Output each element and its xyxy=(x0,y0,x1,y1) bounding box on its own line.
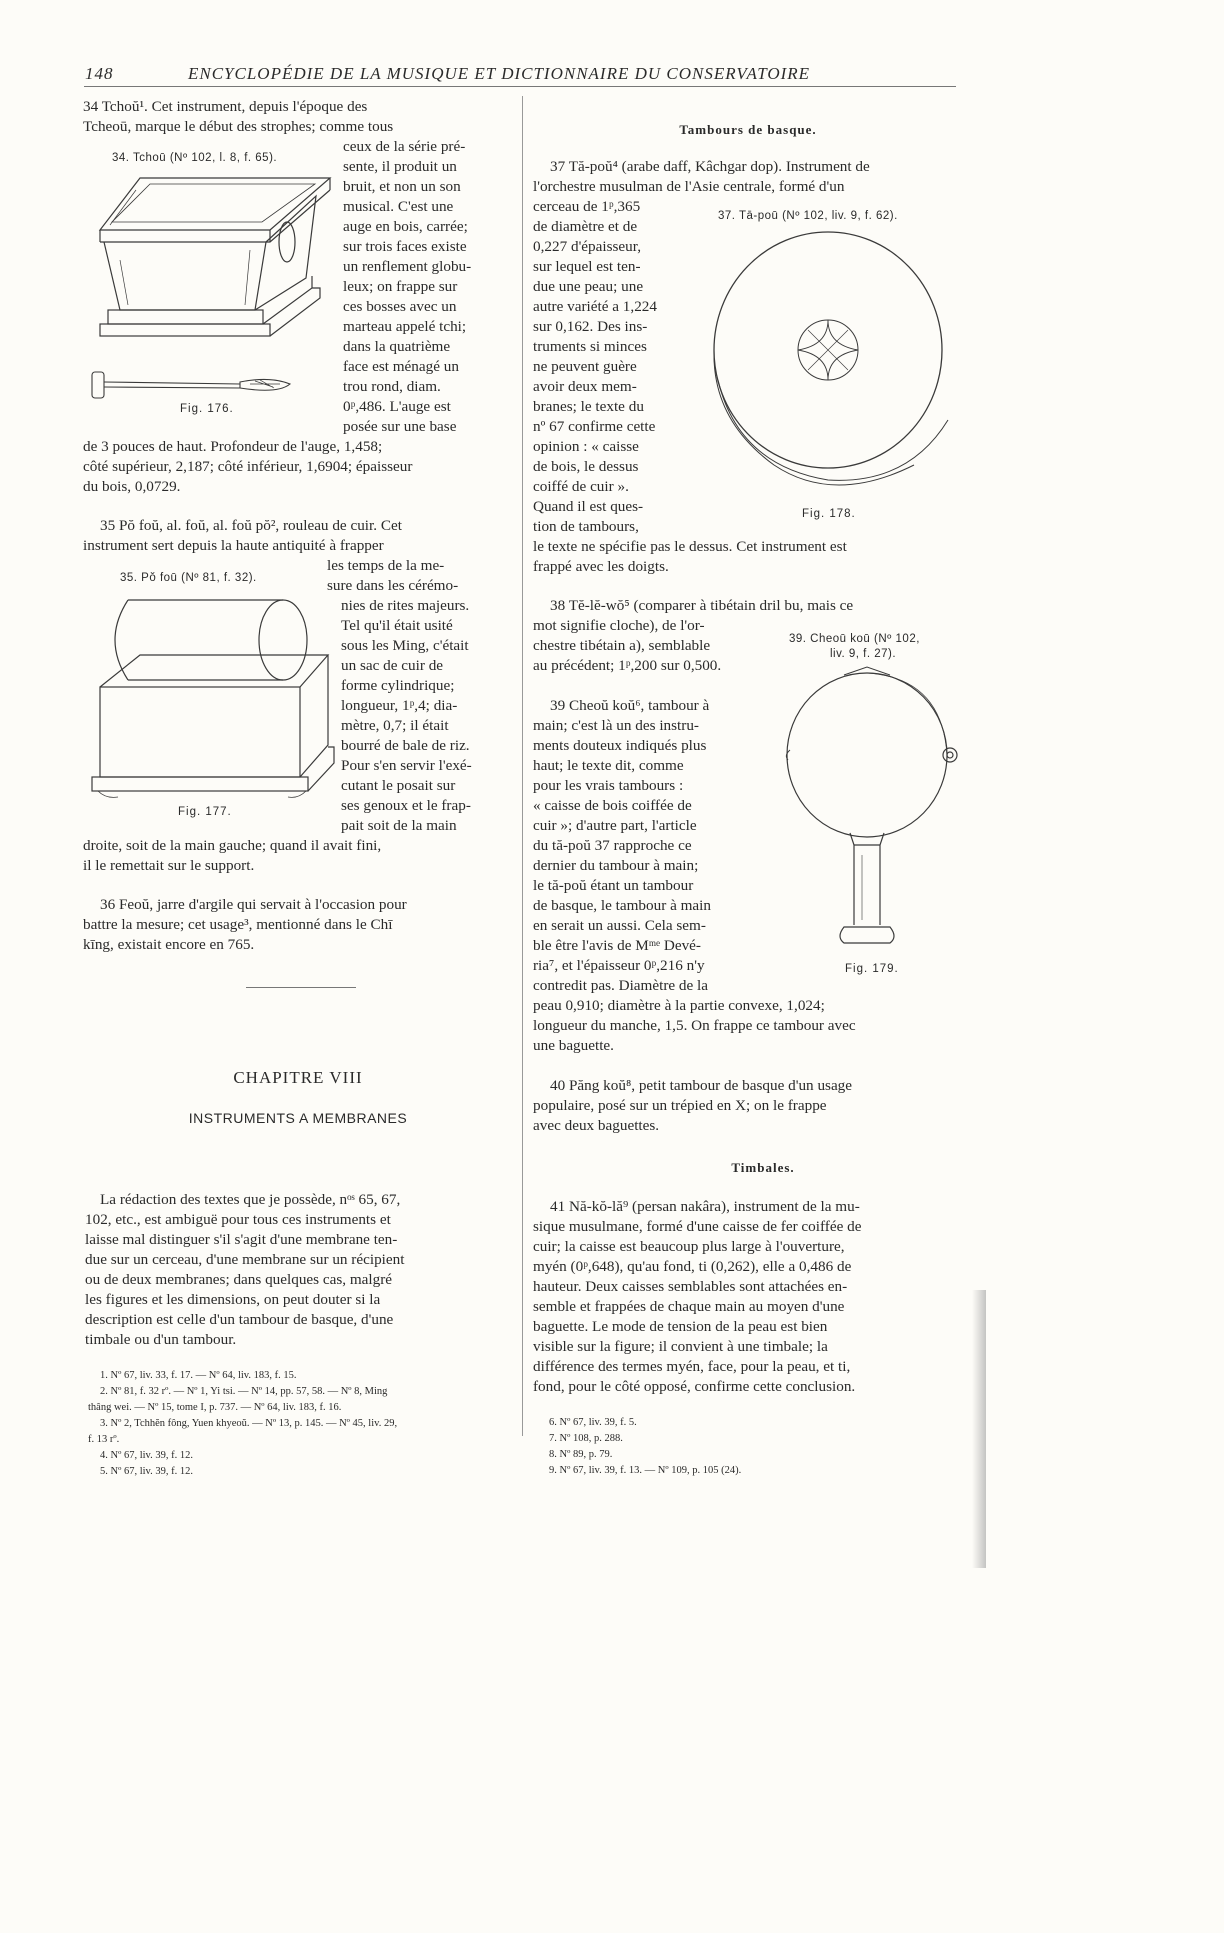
footnote-3-cont: f. 13 rº. xyxy=(88,1434,120,1445)
p37-line-20: le texte ne spécifie pas le dessus. Cet instrument est xyxy=(533,538,847,555)
p39-line-7: cuir »; d'autre part, l'article xyxy=(533,817,697,834)
p35-line-11: mètre, 0,7; il était xyxy=(341,717,449,734)
p35-line-4: sure dans les cérémo- xyxy=(327,577,459,594)
section-tambours-de-basque: Tambours de basque. xyxy=(679,122,817,137)
p34-line-4: sente, il produit un xyxy=(343,158,457,175)
footnote-1: 1. Nº 67, liv. 33, f. 17. — Nº 64, liv. 183, f. 15. xyxy=(100,1370,297,1381)
intro-line-1: La rédaction des textes que je possède, nᵒˢ 65, 67, xyxy=(100,1191,401,1208)
p34-line-15: trou rond, diam. xyxy=(343,378,441,395)
p35-line-14: cutant le posait sur xyxy=(341,777,456,794)
p37-line-15: opinion : « caisse xyxy=(533,438,639,455)
running-title: ENCYCLOPÉDIE DE LA MUSIQUE ET DICTIONNAIRE DU CONSERVATOIRE xyxy=(188,64,811,83)
fig-176-label: Fig. 176. xyxy=(180,403,234,415)
p37-line-14: nº 67 confirme cette xyxy=(533,418,656,435)
p35-line-10: longueur, 1ᵖ,4; dia- xyxy=(341,697,458,714)
p39-line-8: du tă-poŭ 37 rapproche ce xyxy=(533,837,692,854)
p38-line-2: mot signifie cloche), de l'or- xyxy=(533,617,705,634)
intro-line-2: 102, etc., est ambiguë pour tous ces instruments et xyxy=(85,1211,391,1228)
p34-line-18: de 3 pouces de haut. Profondeur de l'auge, 1,458; xyxy=(83,438,383,455)
p39-line-11: de basque, le tambour à main xyxy=(533,897,711,914)
caption-39-line-2: liv. 9, f. 27). xyxy=(830,648,897,660)
p35-line-9: forme cylindrique; xyxy=(341,677,455,694)
p37-line-4: de diamètre et de xyxy=(533,218,638,235)
footnote-7: 7. Nº 108, p. 288. xyxy=(549,1433,623,1444)
p35-line-6: Tel qu'il était usité xyxy=(341,617,453,634)
footnote-8: 8. Nº 89, p. 79. xyxy=(549,1449,613,1460)
p34-line-8: sur trois faces existe xyxy=(343,238,467,255)
p35-line-13: Pour s'en servir l'exé- xyxy=(341,757,472,774)
p34-line-2: Tcheoū, marque le début des strophes; comme tous xyxy=(83,118,394,135)
page-number: 148 xyxy=(85,64,114,83)
p41-line-7: baguette. Le mode de tension de la peau est bien xyxy=(533,1318,828,1335)
p35-line-5: nies de rites majeurs. xyxy=(341,597,470,614)
footnote-5: 5. Nº 67, liv. 39, f. 12. xyxy=(100,1466,193,1477)
p34-line-20: du bois, 0,0729. xyxy=(83,478,181,495)
p34-line-7: auge en bois, carrée; xyxy=(343,218,468,235)
p40-line-2: populaire, posé sur un trépied en X; on le frappe xyxy=(533,1097,827,1114)
p37-line-19: tion de tambours, xyxy=(533,518,639,535)
p39-line-15: contredit pas. Diamètre de la xyxy=(533,977,709,994)
p39-line-16: peau 0,910; diamètre à la partie convexe, 1,024; xyxy=(533,997,825,1014)
footnote-2: 2. Nº 81, f. 32 rº. — Nº 1, Yi tsi. — Nº 14, pp. 57, 58. — Nº 8, Ming xyxy=(100,1386,388,1397)
intro-line-6: les figures et les dimensions, on peut douter si la xyxy=(85,1291,381,1308)
p39-line-6: « caisse de bois coiffée de xyxy=(533,797,692,814)
fig-179-label: Fig. 179. xyxy=(845,963,899,975)
p37-line-5: 0,227 d'épaisseur, xyxy=(533,238,641,255)
p37-line-11: ne peuvent guère xyxy=(533,358,637,375)
p35-line-17: droite, soit de la main gauche; quand il avait fini, xyxy=(83,837,382,854)
p41-line-5: hauteur. Deux caisses semblables sont attachées en- xyxy=(533,1278,848,1295)
section-divider xyxy=(246,987,356,988)
p38-line-3: chestre tibétain a), semblable xyxy=(533,637,711,654)
caption-39-line-1: 39. Cheoū koū (Nº 102, xyxy=(789,633,920,645)
p39-line-2: main; c'est là un des instru- xyxy=(533,717,699,734)
p41-line-4: myén (0ᵖ,648), qu'au fond, ti (0,262), elle a 0,486 de xyxy=(533,1258,852,1275)
p41-line-1: 41 Nă-kŏ-lă⁹ (persan nakâra), instrument de la mu- xyxy=(550,1198,860,1215)
p39-line-17: longueur du manche, 1,5. On frappe ce tambour avec xyxy=(533,1017,856,1034)
p34-line-5: bruit, et non un son xyxy=(343,178,461,195)
p34-line-6: musical. C'est une xyxy=(343,198,454,215)
p34-line-13: dans la quatrième xyxy=(343,338,451,355)
p39-line-3: ments douteux indiqués plus xyxy=(533,737,707,754)
p34-line-9: un renflement globu- xyxy=(343,258,472,275)
p41-line-10: fond, pour le côté opposé, confirme cette conclusion. xyxy=(533,1378,856,1395)
caption-35: 35. Pŏ foū (Nº 81, f. 32). xyxy=(120,572,257,584)
intro-line-3: laisse mal distinguer s'il s'agit d'une membrane ten- xyxy=(85,1231,398,1248)
p35-line-15: ses genoux et le frap- xyxy=(341,797,471,814)
p35-line-8: un sac de cuir de xyxy=(341,657,444,674)
p37-line-12: avoir deux mem- xyxy=(533,378,637,395)
p41-line-9: différence des termes myén, face, pour la peau, et ti, xyxy=(533,1358,851,1375)
p35-line-3: les temps de la me- xyxy=(327,557,445,574)
p36-line-1: 36 Feoŭ, jarre d'argile qui servait à l'occasion pour xyxy=(100,896,407,913)
p37-line-7: due une peau; une xyxy=(533,278,644,295)
p35-line-18: il le remettait sur le support. xyxy=(83,857,255,874)
p37-line-13: branes; le texte du xyxy=(533,398,644,415)
p37-line-9: sur 0,162. Des ins- xyxy=(533,318,648,335)
p35-line-7: sous les Ming, c'était xyxy=(341,637,469,654)
column-divider xyxy=(522,96,523,1436)
p34-line-12: marteau appelé tchi; xyxy=(343,318,467,335)
p35-line-16: pait soit de la main xyxy=(341,817,457,834)
p39-line-9: dernier du tambour à main; xyxy=(533,857,699,874)
section-timbales: Timbales. xyxy=(731,1160,795,1175)
frame-drum-figure xyxy=(700,220,962,520)
p39-line-10: le tă-poŭ étant un tambour xyxy=(533,877,694,894)
p39-line-5: pour les vrais tambours : xyxy=(533,777,684,794)
leather-roll-figure xyxy=(88,595,338,805)
p34-line-10: leux; on frappe sur xyxy=(343,278,458,295)
p41-line-6: semble et frappées de chaque main au moyen d'une xyxy=(533,1298,845,1315)
fig-177-label: Fig. 177. xyxy=(178,806,232,818)
footnote-2-cont: thâng wei. — Nº 15, tome I, p. 737. — Nº 64, liv. 183, f. 16. xyxy=(88,1402,342,1413)
p34-line-17: posée sur une base xyxy=(343,418,457,435)
p37-line-18: Quand il est ques- xyxy=(533,498,644,515)
p35-line-2: instrument sert depuis la haute antiquité à frapper xyxy=(83,537,384,554)
p41-line-3: cuir; la caisse est beaucoup plus large à l'ouverture, xyxy=(533,1238,845,1255)
p35-line-12: bourré de bale de riz. xyxy=(341,737,470,754)
fig-178-label: Fig. 178. xyxy=(802,508,856,520)
p37-line-6: sur lequel est ten- xyxy=(533,258,641,275)
p41-line-2: sique musulmane, formé d'une caisse de fer coiffée de xyxy=(533,1218,862,1235)
p36-line-2: battre la mesure; cet usage³, mentionné dans le Chī xyxy=(83,916,393,933)
p39-line-12: en serait un aussi. Cela sem- xyxy=(533,917,706,934)
p37-line-17: coiffé de cuir ». xyxy=(533,478,629,495)
p40-line-1: 40 Păng koŭ⁸, petit tambour de basque d'un usage xyxy=(550,1077,853,1094)
p37-line-2: l'orchestre musulman de l'Asie centrale, formé d'un xyxy=(533,178,845,195)
p38-line-4: au précédent; 1ᵖ,200 sur 0,500. xyxy=(533,657,722,674)
p37-line-16: de bois, le dessus xyxy=(533,458,639,475)
chapter-title: CHAPITRE VIII xyxy=(233,1068,363,1087)
p34-line-3: ceux de la série pré- xyxy=(343,138,466,155)
footnote-4: 4. Nº 67, liv. 39, f. 12. xyxy=(100,1450,193,1461)
p39-line-4: haut; le texte dit, comme xyxy=(533,757,684,774)
header-rule xyxy=(84,86,956,87)
p37-line-1: 37 Tă-poŭ⁴ (arabe daff, Kâchgar dop). Instrument de xyxy=(550,158,870,175)
trough-figure xyxy=(90,170,340,400)
p39-line-14: ria⁷, et l'épaisseur 0ᵖ,216 n'y xyxy=(533,957,705,974)
p34-line-14: face est ménagé un xyxy=(343,358,459,375)
p37-line-8: autre variété a 1,224 xyxy=(533,298,657,315)
p39-line-18: une baguette. xyxy=(533,1037,614,1054)
hand-drum-figure xyxy=(782,665,962,955)
caption-34: 34. Tchoū (Nº 102, l. 8, f. 65). xyxy=(112,152,278,164)
p34-line-19: côté supérieur, 2,187; côté inférieur, 1,6904; épaisseur xyxy=(83,458,413,475)
p36-line-3: kīng, existait encore en 765. xyxy=(83,936,255,953)
p34-line-11: ces bosses avec un xyxy=(343,298,457,315)
intro-line-8: timbale ou d'un tambour. xyxy=(85,1331,237,1348)
p37-line-21: frappé avec les doigts. xyxy=(533,558,669,575)
intro-line-5: ou de deux membranes; dans quelques cas, malgré xyxy=(85,1271,393,1288)
p34-line-1: 34 Tchoŭ¹. Cet instrument, depuis l'époque des xyxy=(83,98,368,115)
p35-line-1: 35 Pŏ foŭ, al. foŭ, al. foŭ pŏ², rouleau de cuir. Cet xyxy=(100,517,402,534)
p34-line-16: 0ᵖ,486. L'auge est xyxy=(343,398,451,415)
intro-line-7: description est celle d'un tambour de basque, d'une xyxy=(85,1311,394,1328)
caption-37: 37. Tā-poū (Nº 102, liv. 9, f. 62). xyxy=(718,210,898,222)
p37-line-3: cerceau de 1ᵖ,365 xyxy=(533,198,641,215)
page-edge-shadow xyxy=(972,1290,986,1568)
chapter-subtitle: INSTRUMENTS A MEMBRANES xyxy=(188,1110,408,1126)
footnote-9: 9. Nº 67, liv. 39, f. 13. — Nº 109, p. 105 (24). xyxy=(549,1465,742,1476)
intro-line-4: due sur un cerceau, d'une membrane sur un récipient xyxy=(85,1251,405,1268)
p38-line-1: 38 Tĕ-lĕ-wŏ⁵ (comparer à tibétain dril bu, mais ce xyxy=(550,597,854,614)
p37-line-10: truments si minces xyxy=(533,338,647,355)
p39-line-1: 39 Cheoŭ koŭ⁶, tambour à xyxy=(550,697,710,714)
footnote-3: 3. Nº 2, Tchhĕn fông, Yuen khyeoŭ. — Nº 13, p. 145. — Nº 45, liv. 29, xyxy=(100,1418,398,1429)
footnote-6: 6. Nº 67, liv. 39, f. 5. xyxy=(549,1417,637,1428)
p41-line-8: visible sur la figure; il convient à une timbale; la xyxy=(533,1338,828,1355)
p40-line-3: avec deux baguettes. xyxy=(533,1117,660,1134)
p39-line-13: ble être l'avis de Mᵐᵉ Devé- xyxy=(533,937,701,954)
